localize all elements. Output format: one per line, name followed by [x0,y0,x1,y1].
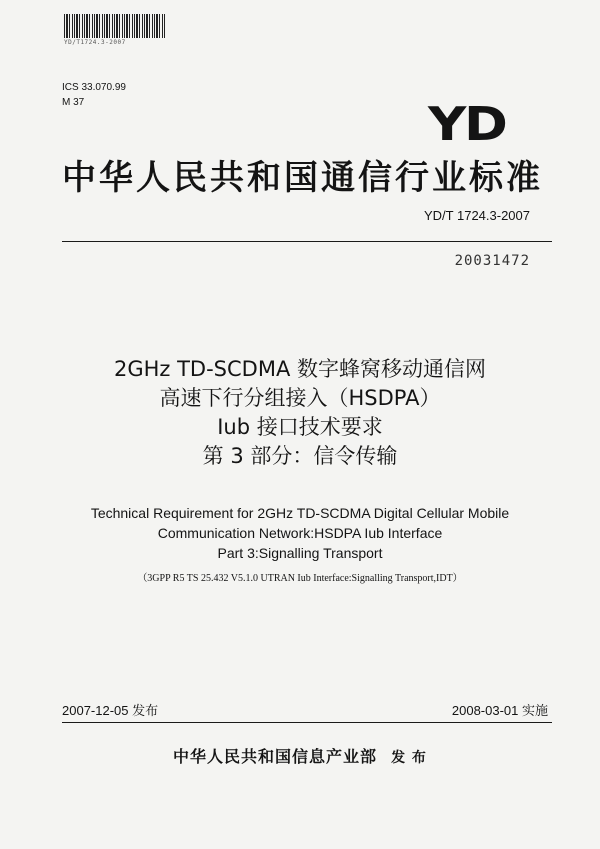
implementation-date: 2008-03-01 实施 [451,703,548,718]
reference-standard: （3GPP R5 TS 25.432 V5.1.0 UTRAN Iub Interface:Signalling Transport,IDT） [137,573,463,584]
chinese-title [0,355,600,471]
barcode-bars [64,14,166,38]
issue-date: 2007-12-05 发布 [62,703,159,718]
classification-codes [62,80,126,110]
barcode-text: YD/T1724.3-2007 [64,39,126,46]
chinese-title-line-2: 高速下行分组接入（HSDPA） [159,386,441,410]
bottom-divider [62,722,552,723]
english-title [0,503,600,563]
chinese-title-line-1: 2GHz TD-SCDMA 数字蜂窝移动通信网 [113,357,487,381]
english-title-line-2: Communication Network:HSDPA Iub Interface [157,525,443,541]
yd-logo: YD [428,97,506,151]
english-title-line-3: Part 3:Signalling Transport [217,545,383,561]
barcode [64,14,166,48]
ics-code: ICS 33.070.99 [62,82,126,93]
chinese-title-line-4: 第 3 部分：信令传输 [202,444,398,468]
publisher-line [0,744,600,767]
english-title-line-1: Technical Requirement for 2GHz TD-SCDMA Digital Cellular Mobile [90,505,510,521]
standard-category-title: 中华人民共和国通信行业标准 [62,158,543,198]
category-code: M 37 [62,97,85,108]
publisher-name: 中华人民共和国信息产业部 [173,747,378,766]
top-divider [62,241,552,242]
publisher-verb: 发 布 [391,750,427,766]
serial-number: 20031472 [454,253,530,269]
standard-number: YD/T 1724.3-2007 [424,208,530,223]
chinese-title-line-3: Iub 接口技术要求 [217,415,383,439]
